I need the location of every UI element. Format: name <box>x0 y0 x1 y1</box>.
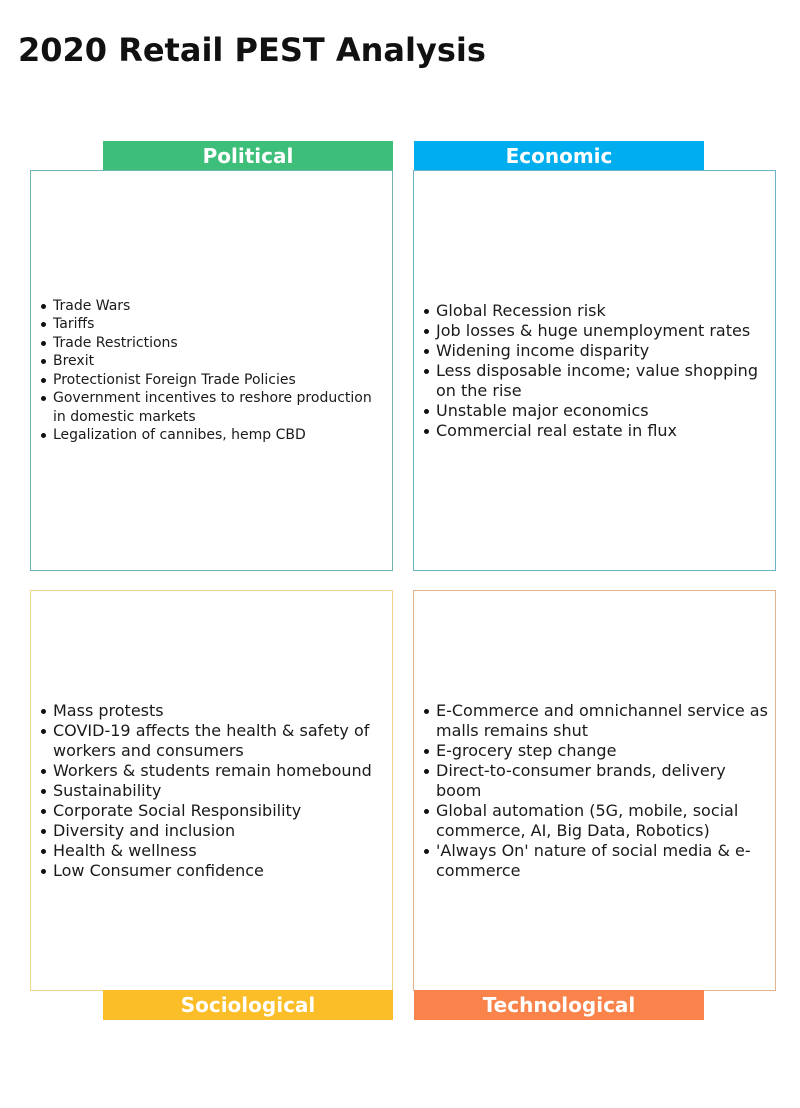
sociological-item: COVID-19 affects the health & safety of workers and consumers <box>40 721 386 761</box>
economic-list <box>414 301 775 441</box>
political-item: Trade Restrictions <box>40 334 386 353</box>
technological-item: 'Always On' nature of social media & e-commerce <box>423 841 769 881</box>
sociological-item: Workers & students remain homebound <box>40 761 386 781</box>
sociological-item: Mass protests <box>40 701 386 721</box>
economic-item: Less disposable income; value shopping on the rise <box>423 361 769 401</box>
technological-header: Technological <box>414 990 704 1020</box>
economic-header: Economic <box>414 141 704 171</box>
technological-item: E-Commerce and omnichannel service as malls remains shut <box>423 701 769 741</box>
economic-item: Unstable major economics <box>423 401 769 421</box>
sociological-item: Sustainability <box>40 781 386 801</box>
political-box <box>30 170 393 571</box>
economic-item: Job losses & huge unemployment rates <box>423 321 769 341</box>
political-list <box>31 297 392 445</box>
political-item: Brexit <box>40 352 386 371</box>
economic-item: Global Recession risk <box>423 301 769 321</box>
sociological-box <box>30 590 393 991</box>
sociological-item: Corporate Social Responsibility <box>40 801 386 821</box>
political-item: Government incentives to reshore production in domestic markets <box>40 389 386 426</box>
sociological-item: Diversity and inclusion <box>40 821 386 841</box>
political-item: Protectionist Foreign Trade Policies <box>40 371 386 390</box>
page-title: 2020 Retail PEST Analysis <box>18 31 486 69</box>
economic-box <box>413 170 776 571</box>
technological-item: Direct-to-consumer brands, delivery boom <box>423 761 769 801</box>
sociological-header: Sociological <box>103 990 393 1020</box>
economic-item: Commercial real estate in flux <box>423 421 769 441</box>
economic-item: Widening income disparity <box>423 341 769 361</box>
technological-item: Global automation (5G, mobile, social commerce, AI, Big Data, Robotics) <box>423 801 769 841</box>
political-header: Political <box>103 141 393 171</box>
technological-list <box>414 701 775 881</box>
political-item: Trade Wars <box>40 297 386 316</box>
technological-box <box>413 590 776 991</box>
technological-item: E-grocery step change <box>423 741 769 761</box>
sociological-item: Health & wellness <box>40 841 386 861</box>
political-item: Legalization of cannibes, hemp CBD <box>40 426 386 445</box>
sociological-list <box>31 701 392 881</box>
sociological-item: Low Consumer confidence <box>40 861 386 881</box>
political-item: Tariffs <box>40 315 386 334</box>
